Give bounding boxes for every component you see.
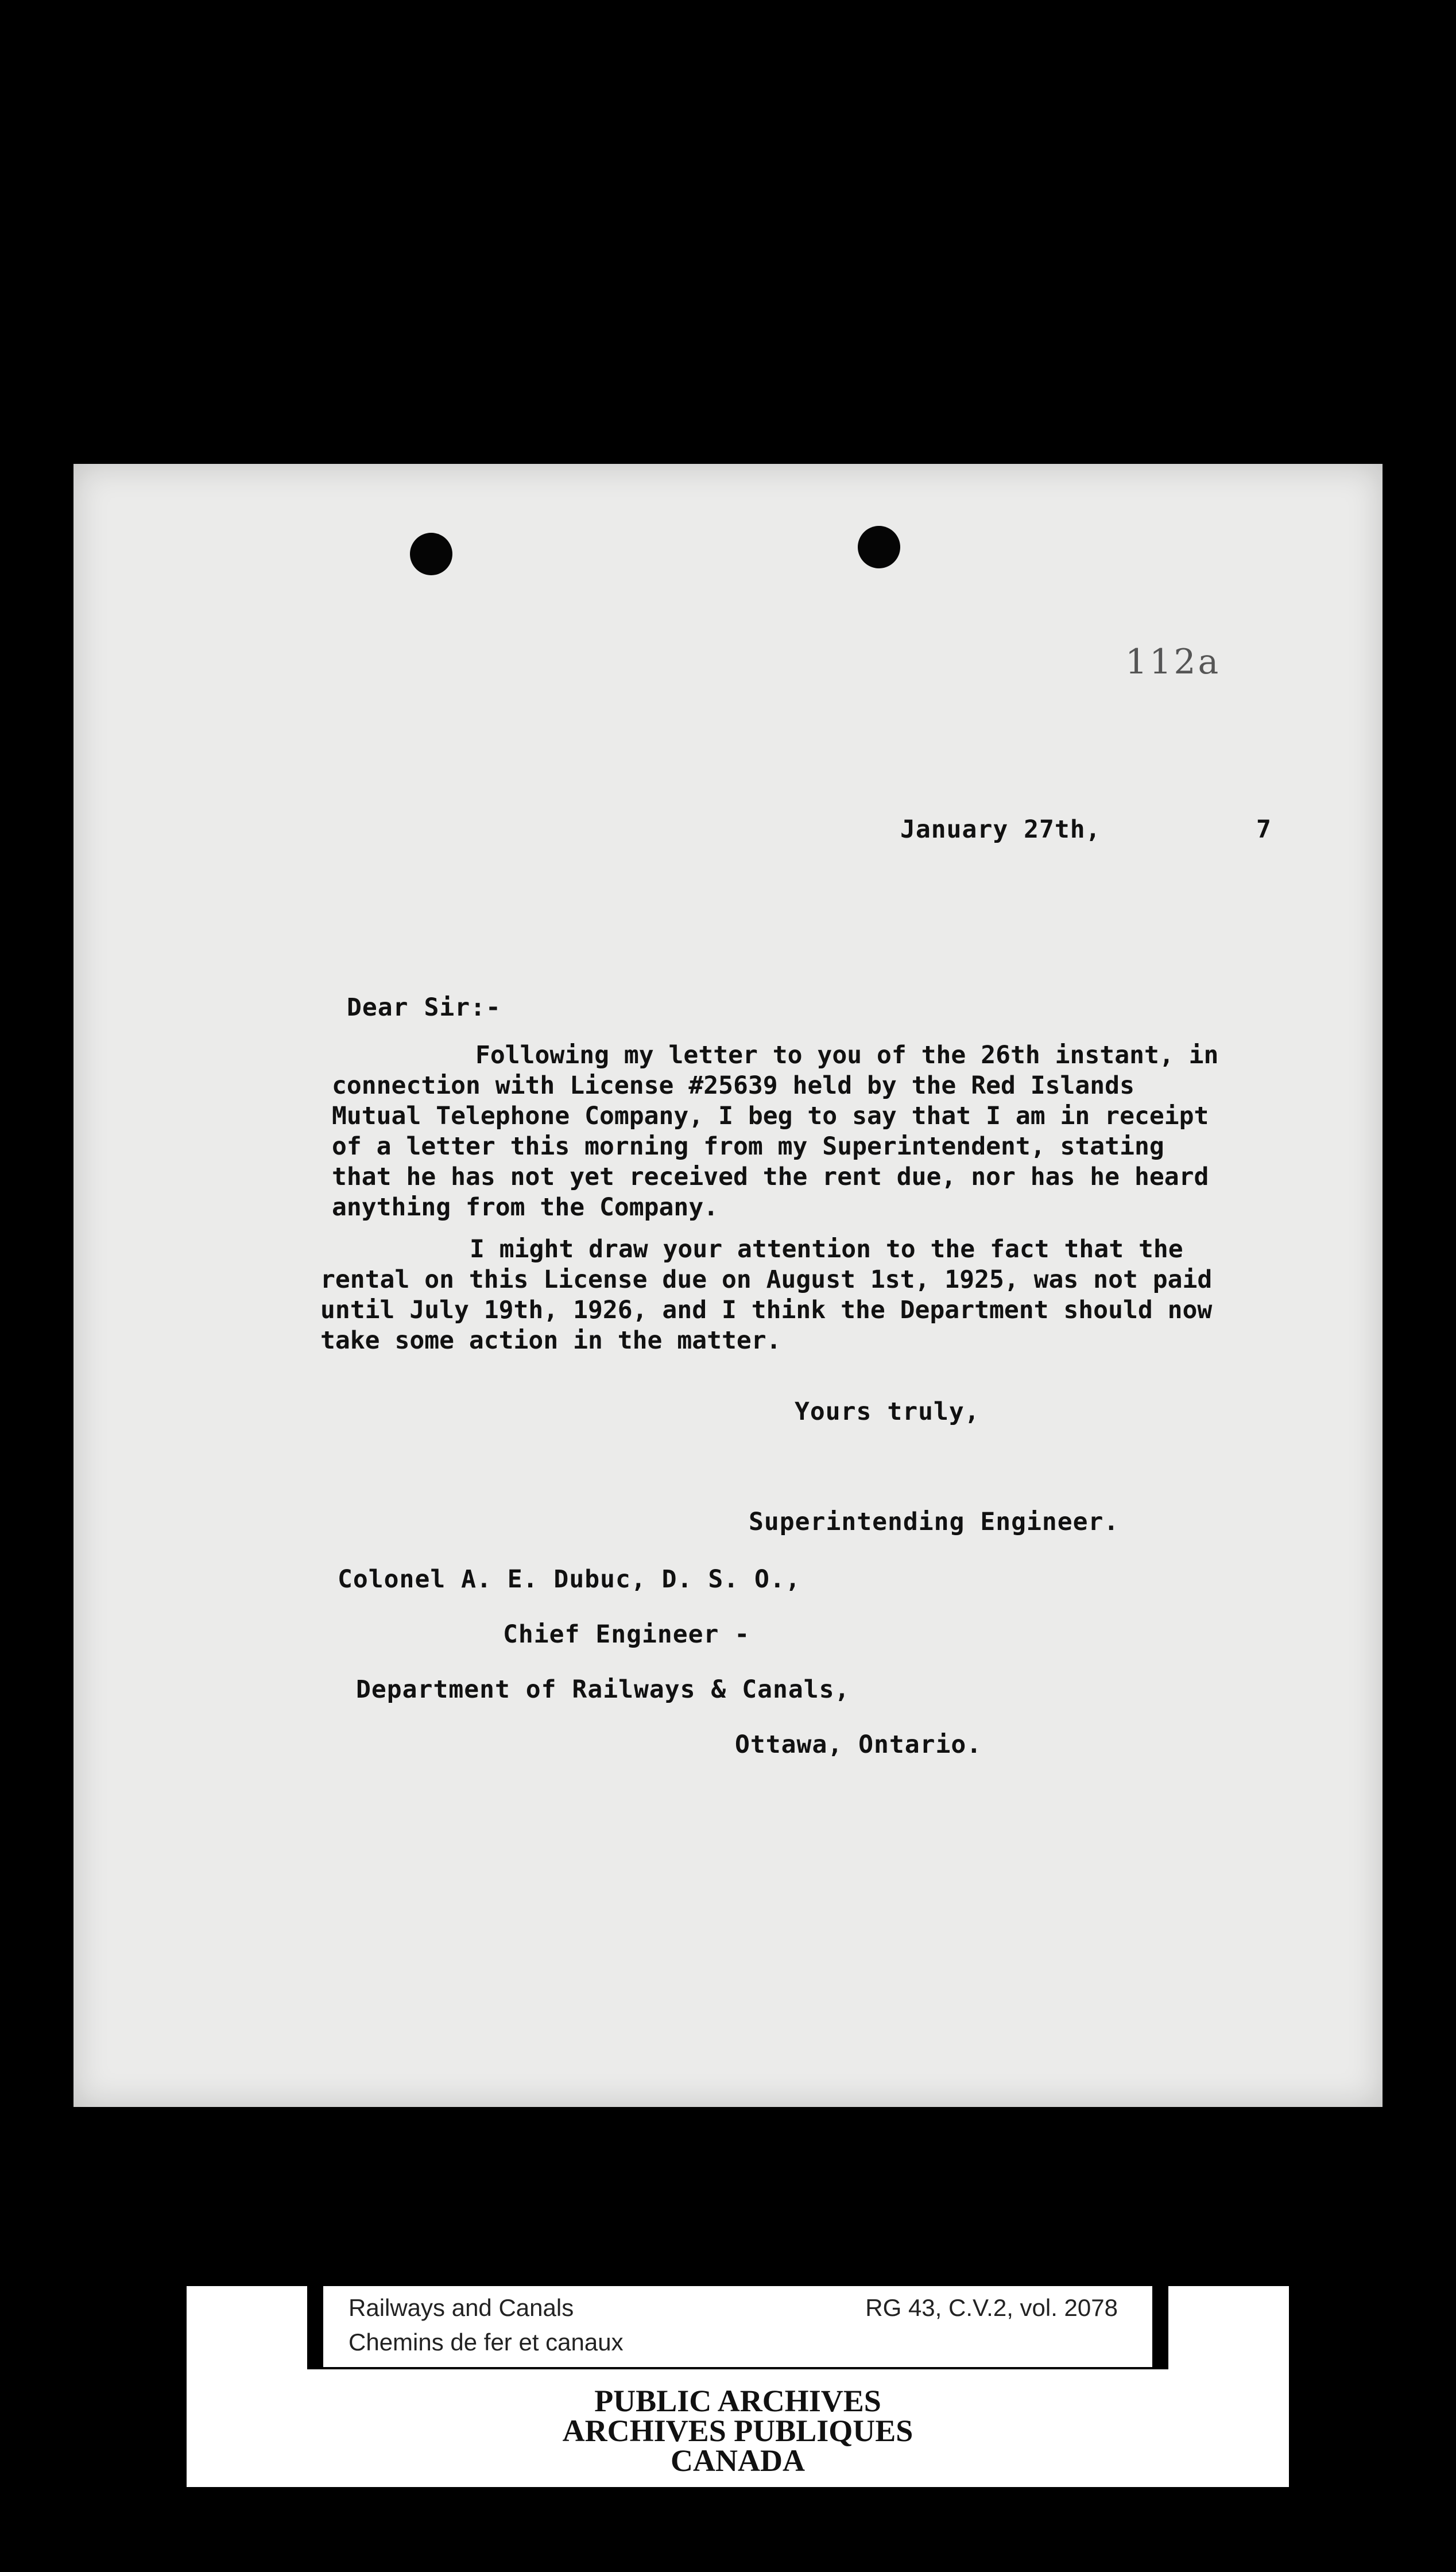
body-paragraph-2 — [320, 1234, 1212, 1356]
recipient-line: Chief Engineer - — [503, 1620, 750, 1649]
letter-date-suffix: 7 — [1256, 815, 1272, 844]
punch-hole-right — [858, 526, 900, 568]
body-paragraph-1 — [332, 1040, 1218, 1223]
series-french: Chemins de fer et canaux — [348, 2329, 624, 2356]
paragraph-line: rental on this License due on August 1st, 1925, was not paid — [320, 1265, 1213, 1294]
paragraph-line: until July 19th, 1926, and I think the Department should now — [320, 1296, 1213, 1324]
series-english: Railways and Canals — [348, 2294, 574, 2321]
archive-reference-tab — [307, 2286, 1168, 2369]
paragraph-line: Following my letter to you of the 26th instant, in — [475, 1041, 1219, 1070]
archive-label — [187, 2286, 1289, 2487]
paragraph-line: that he has not yet received the rent due, nor has he heard — [332, 1163, 1209, 1191]
paragraph-line: anything from the Company. — [332, 1193, 719, 1222]
closing: Yours truly, — [795, 1397, 980, 1426]
paragraph-line: take some action in the matter. — [320, 1326, 781, 1355]
paragraph-line: Mutual Telephone Company, I beg to say that I am in receipt — [332, 1102, 1209, 1130]
letter-date: January 27th, — [900, 815, 1101, 844]
signature-title: Superintending Engineer. — [749, 1508, 1120, 1536]
paragraph-line: connection with License #25639 held by the Red Islands — [332, 1071, 1134, 1100]
archive-country: CANADA — [671, 2443, 805, 2478]
punch-hole-left — [410, 533, 452, 575]
archive-reference: RG 43, C.V.2, vol. 2078 — [865, 2294, 1118, 2321]
paragraph-line: of a letter this morning from my Superintendent, stating — [332, 1132, 1164, 1161]
folio-number: 112a — [1125, 642, 1221, 682]
salutation: Dear Sir:- — [347, 993, 501, 1022]
paragraph-line: I might draw your attention to the fact that the — [470, 1235, 1183, 1264]
letter-page — [73, 464, 1383, 2107]
archive-name-english: PUBLIC ARCHIVES — [594, 2384, 881, 2418]
recipient-line: Department of Railways & Canals, — [356, 1675, 850, 1704]
recipient-line: Ottawa, Ontario. — [735, 1730, 982, 1759]
recipient-line: Colonel A. E. Dubuc, D. S. O., — [338, 1565, 801, 1594]
archive-name-french: ARCHIVES PUBLIQUES — [562, 2414, 913, 2448]
